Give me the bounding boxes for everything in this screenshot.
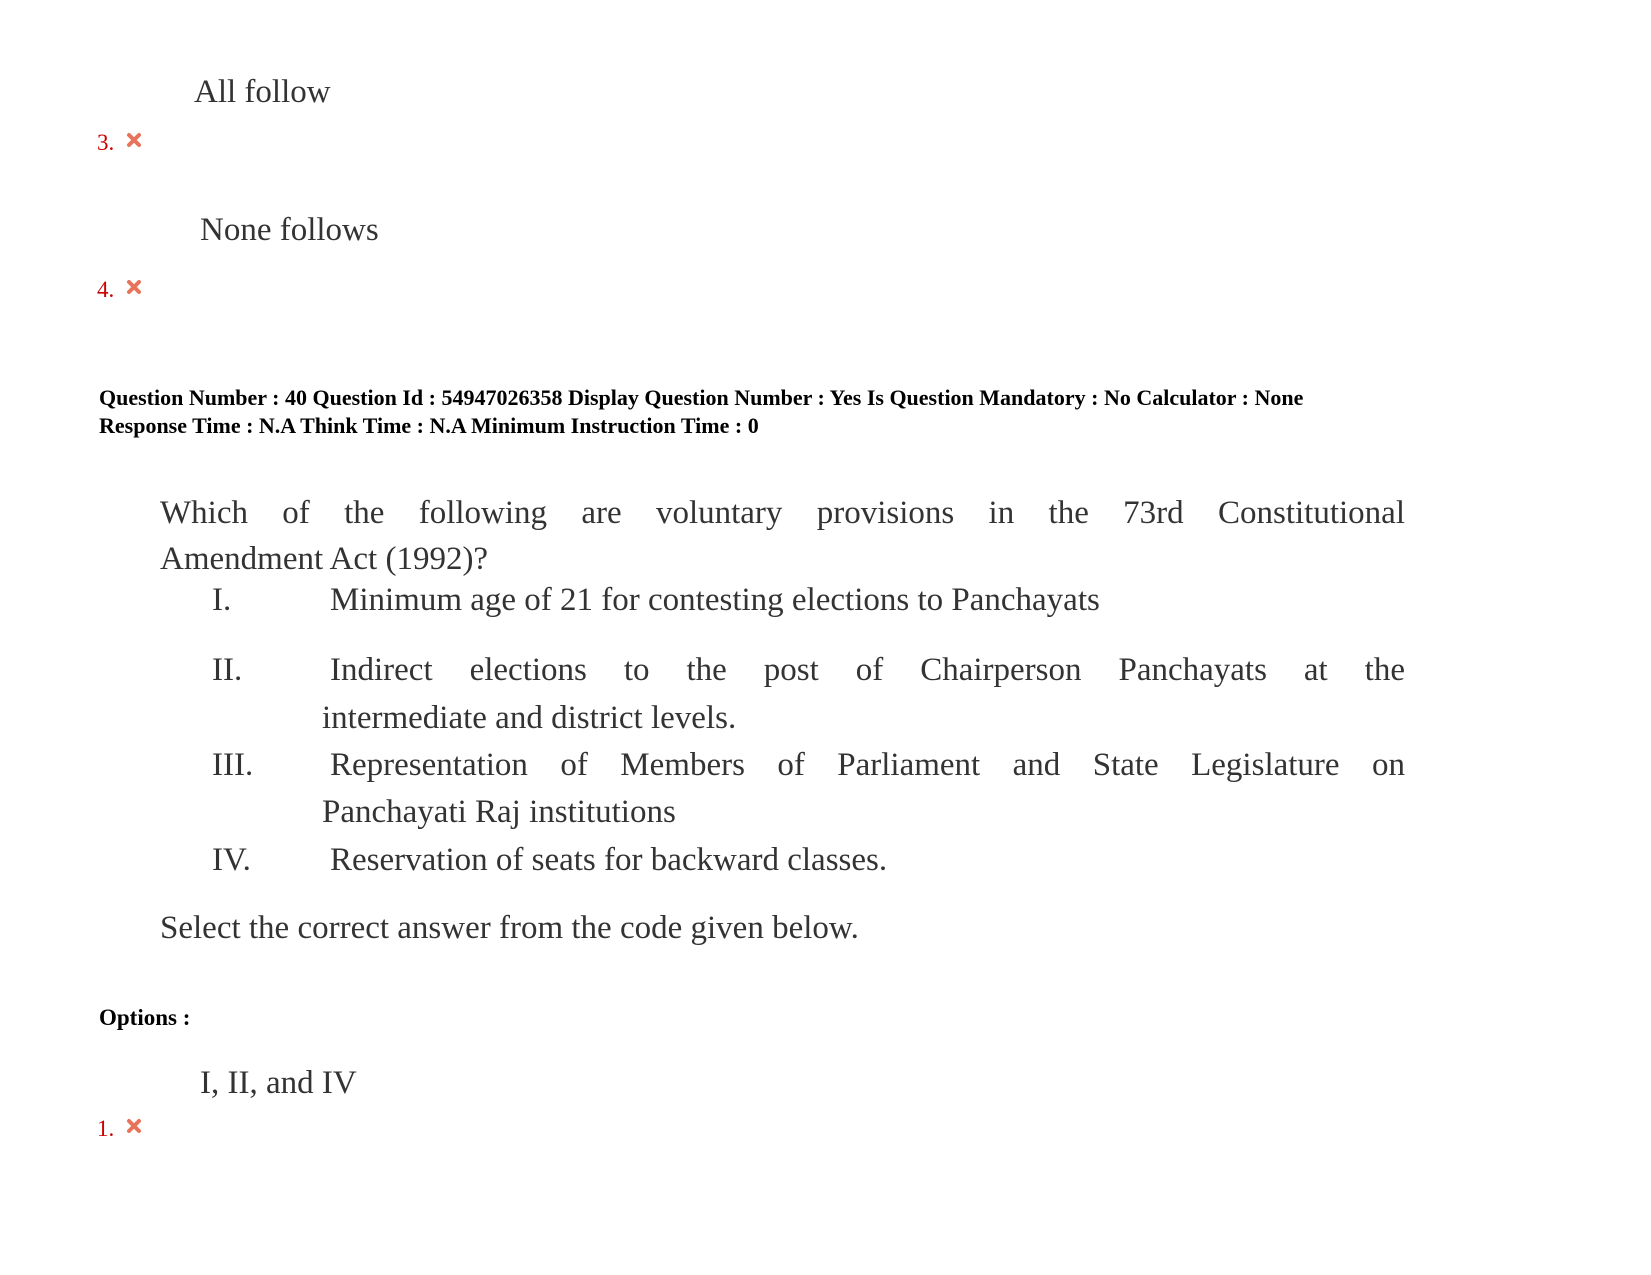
option-3-number: 3. bbox=[97, 130, 115, 155]
question-meta-line-1: Question Number : 40 Question Id : 54947026358 Display Question Number : Yes Is Question Mandatory : No Calculator : None bbox=[99, 385, 1304, 410]
options-label: Options : bbox=[99, 1005, 191, 1030]
option-1-text: I, II, and IV bbox=[200, 1065, 357, 1101]
question-meta-line-2: Response Time : N.A Think Time : N.A Minimum Instruction Time : 0 bbox=[99, 413, 759, 438]
statement-4-number: IV. bbox=[212, 842, 251, 878]
statement-1-number: I. bbox=[212, 582, 232, 618]
statement-2-text-line-1: Indirect elections to the post of Chairperson Panchayats at the bbox=[330, 652, 1405, 688]
question-instruction: Select the correct answer from the code given below. bbox=[160, 910, 859, 946]
option-4-number: 4. bbox=[97, 277, 115, 302]
cross-icon bbox=[126, 279, 142, 295]
cross-icon bbox=[126, 132, 142, 148]
option-1-number: 1. bbox=[97, 1116, 115, 1141]
statement-3-text-line-1: Representation of Members of Parliament and State Legislature on bbox=[330, 747, 1405, 783]
option-3-text: All follow bbox=[194, 74, 331, 110]
cross-icon bbox=[126, 1118, 142, 1134]
question-stem-line-1: Which of the following are voluntary provisions in the 73rd Constitutional bbox=[160, 495, 1405, 531]
statement-3-number: III. bbox=[212, 747, 254, 783]
statement-2-number: II. bbox=[212, 652, 243, 688]
statement-3-text-line-2: Panchayati Raj institutions bbox=[322, 794, 676, 830]
question-stem-line-2: Amendment Act (1992)? bbox=[160, 541, 489, 577]
statement-1-text: Minimum age of 21 for contesting elections to Panchayats bbox=[330, 582, 1100, 618]
question-body bbox=[160, 490, 1405, 970]
statement-4-text: Reservation of seats for backward classes. bbox=[330, 842, 888, 878]
statement-2-text-line-2: intermediate and district levels. bbox=[322, 700, 737, 736]
option-4-text: None follows bbox=[200, 212, 379, 248]
